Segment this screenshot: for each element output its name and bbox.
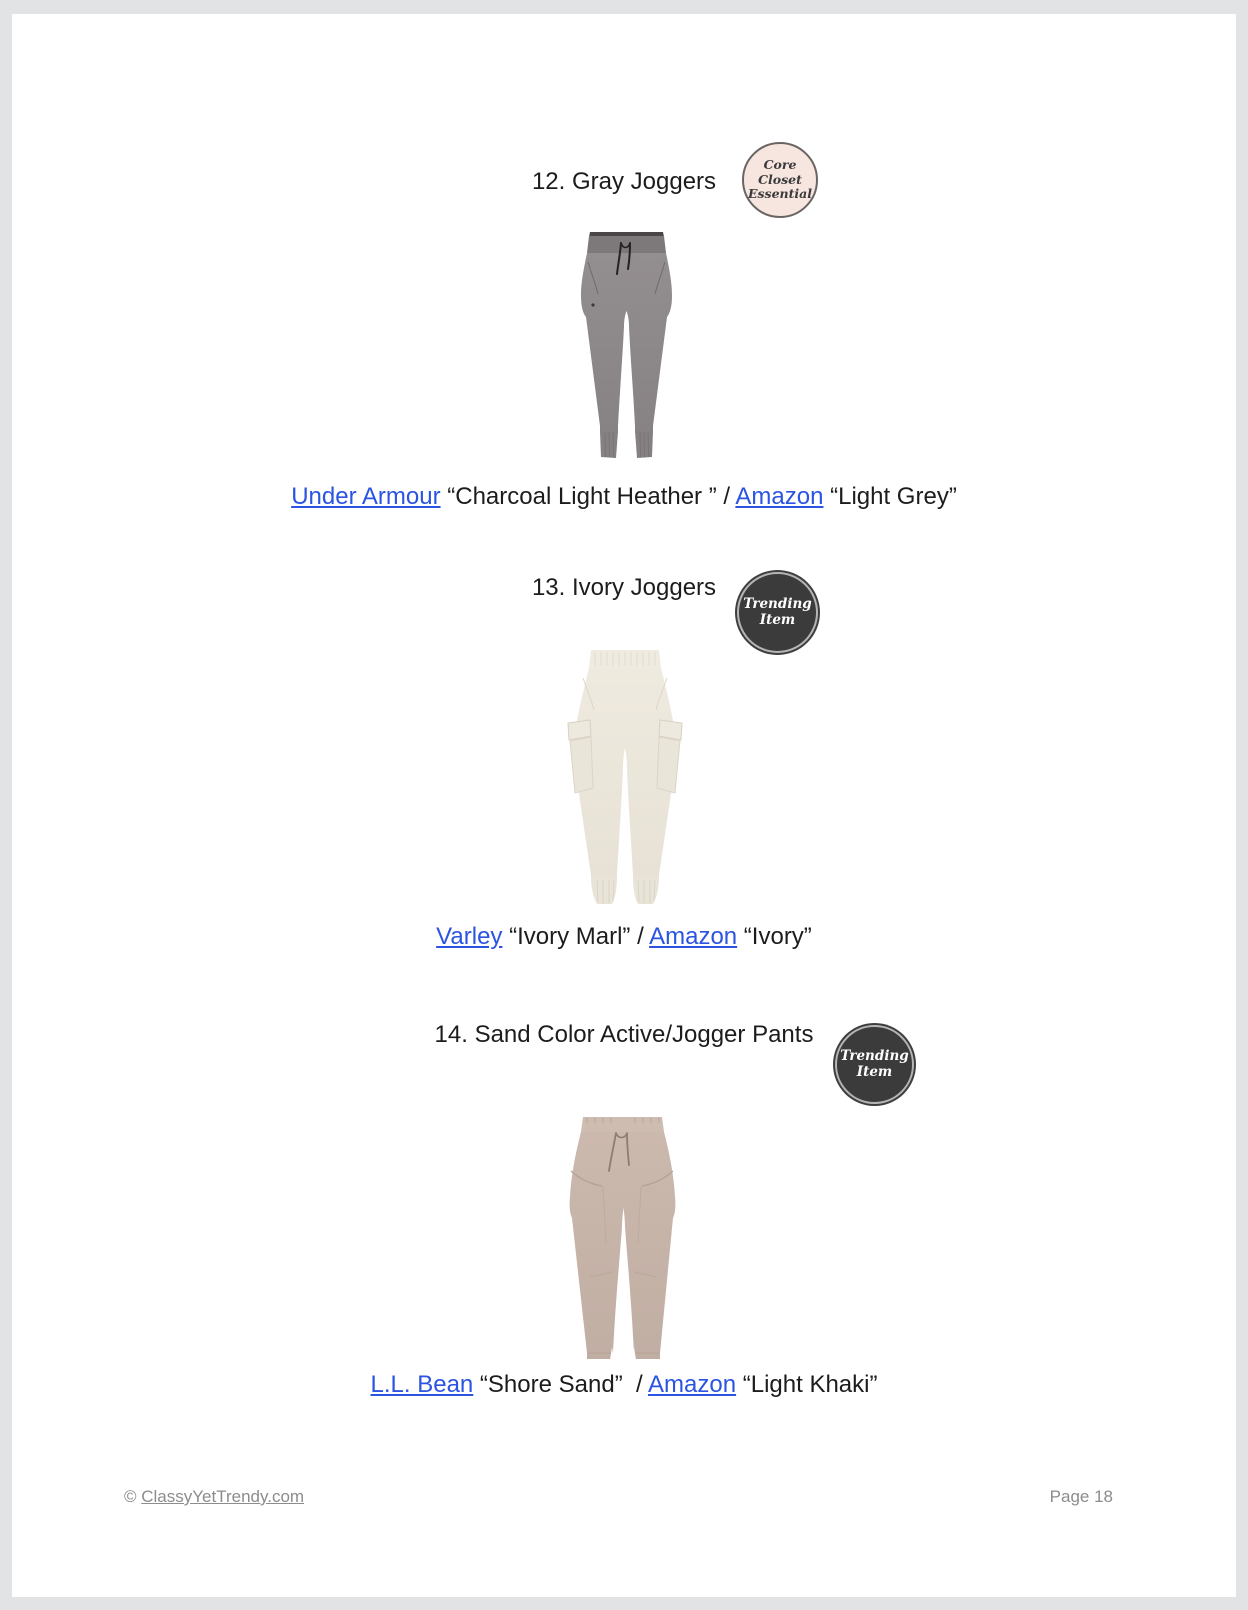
badge-line: Item	[856, 1063, 893, 1080]
copyright-symbol: ©	[124, 1487, 142, 1506]
item-caption-12	[12, 480, 1236, 514]
caption-text: “Charcoal Light Heather ” /	[440, 483, 736, 510]
ivory-joggers-image	[567, 648, 683, 909]
item-title-14: 14. Sand Color Active/Jogger Pants	[434, 1021, 814, 1048]
page-sheet	[12, 14, 1236, 1597]
amazon-link[interactable]: Amazon	[648, 1371, 737, 1398]
badge-line: Core	[763, 156, 797, 172]
item-caption-14	[12, 1368, 1236, 1402]
amazon-link[interactable]: Amazon	[649, 923, 738, 950]
badge-line: Item	[759, 611, 796, 628]
copyright	[124, 1486, 304, 1508]
caption-text: “Ivory Marl” /	[502, 923, 650, 950]
caption-text: “Light Grey”	[823, 483, 957, 510]
badge-line: Trending	[840, 1047, 909, 1064]
trending-item-badge	[737, 572, 818, 653]
page-footer	[124, 1486, 1113, 1508]
site-link[interactable]: ClassyYetTrendy.com	[141, 1487, 305, 1506]
core-closet-essential-badge	[742, 142, 818, 218]
gray-joggers-image	[580, 230, 673, 460]
amazon-link[interactable]: Amazon	[735, 483, 824, 510]
item-caption-13	[12, 920, 1236, 954]
badge-line: Trending	[743, 595, 812, 612]
caption-text: “Shore Sand” /	[473, 1371, 649, 1398]
trending-item-badge	[835, 1025, 914, 1104]
brand-link[interactable]: L.L. Bean	[370, 1371, 474, 1398]
item-title-12: 12. Gray Joggers	[531, 168, 717, 195]
badge-line: Essential	[747, 186, 812, 202]
badge-line: Closet	[758, 171, 802, 187]
sand-jogger-pants-image	[565, 1115, 680, 1370]
brand-link[interactable]: Varley	[436, 923, 503, 950]
caption-text: “Light Khaki”	[736, 1371, 878, 1398]
caption-text: “Ivory”	[737, 923, 812, 950]
item-title-13: 13. Ivory Joggers	[531, 574, 717, 601]
brand-link[interactable]: Under Armour	[291, 483, 441, 510]
page-number: Page 18	[1049, 1487, 1113, 1506]
